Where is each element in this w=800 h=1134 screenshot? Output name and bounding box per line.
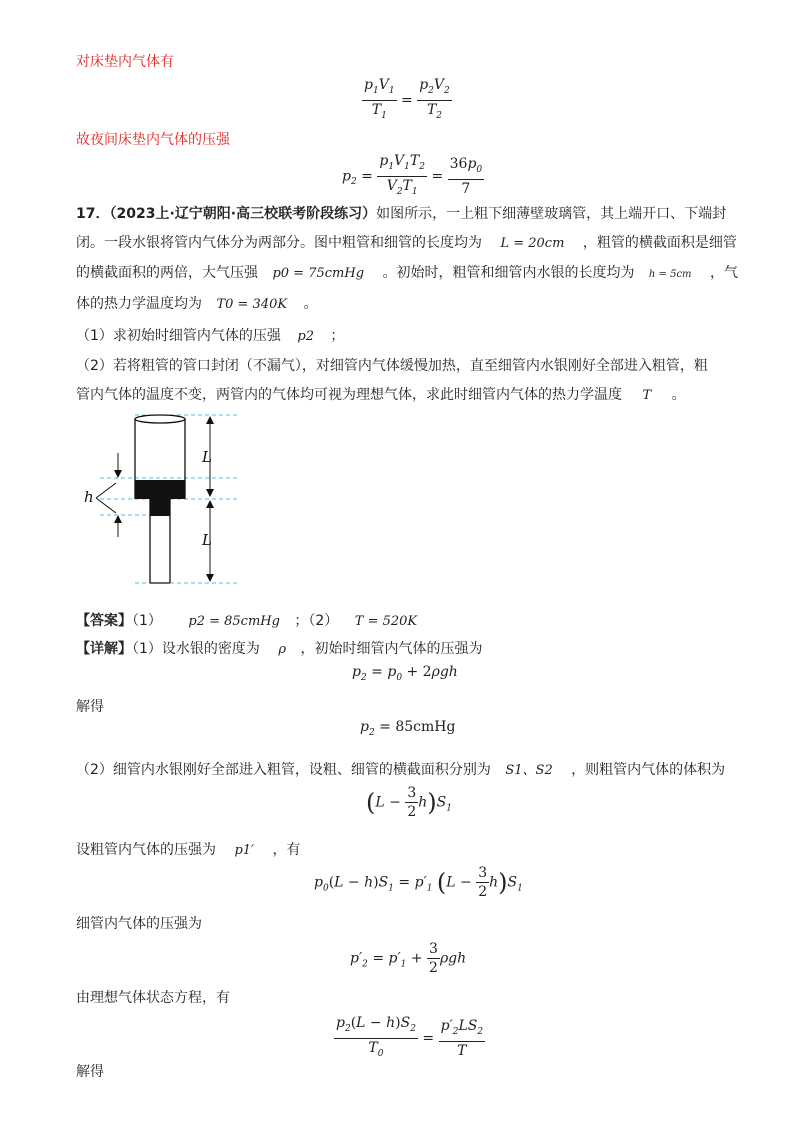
q17-text-3b: 。初始时，粗管和细管内水银的长度均为	[382, 265, 635, 281]
equation-2: $p_2$ = $\frac{p_1V_1T_2}{V_2T_1}$ = $\frac{36p_0}{7}$	[342, 153, 483, 197]
q17-text-2a: 闭。一段水银将管内气体分为两部分。图中粗管和细管的长度均为	[76, 235, 482, 251]
q17-source: （2023上·辽宁朝阳·高三校联考阶段练习）	[109, 206, 377, 222]
var-L: L = 20cm	[500, 236, 565, 251]
detail-text-2a: （2）细管内水银刚好全部进入粗管，设粗、细管的横截面积分别为	[76, 762, 491, 778]
q17-text-3a: 的横截面积的两倍，大气压强	[76, 265, 258, 281]
sub2-text: 管内气体的温度不变，两管内的气体均可视为理想气体，求此时细管内气体的热力学温度	[76, 387, 622, 403]
detail-line-5: 由理想气体状态方程，有	[76, 990, 230, 1006]
detail-line-4: 细管内气体的压强为	[76, 916, 202, 932]
sub1-text: （1）求初始时细管内气体的压强	[76, 328, 281, 344]
intro-line-2: 故夜间床垫内气体的压强	[76, 132, 230, 148]
detail-line-3	[76, 840, 300, 861]
detail-line-1	[76, 639, 482, 660]
var-rho: ρ	[278, 642, 287, 657]
q17-line-3	[76, 263, 738, 285]
equation-3: $p_2 = p_0 + 2\rho gh$	[352, 664, 458, 683]
q17-sub2-line1: （2）若将粗管的管口封闭（不漏气），对细管内气体缓慢加热，直至细管内水银刚好全部进入粗管，粗	[76, 358, 708, 374]
answer-2-value: T = 520K	[354, 614, 418, 629]
q17-text-2b: ，粗管的横截面积是细管	[582, 235, 737, 251]
q17-sub2-line2	[76, 385, 686, 406]
answer-tag: 【答案】	[76, 613, 132, 629]
q17-text-4b: 。	[303, 296, 318, 312]
equation-4: $p_2$ = 85cmHg	[360, 719, 456, 738]
equation-6: $p_0(L - h)S_1 = p'_1$ (L − $\frac{3}{2}$ $h)S_1$	[314, 865, 523, 900]
q17-text-3c: ，气	[710, 265, 738, 281]
q17-sub1	[76, 326, 344, 347]
var-T0: T0 = 340K	[216, 297, 288, 312]
var-h: h = 5cm	[648, 269, 692, 280]
q17-line-1	[76, 204, 726, 224]
q17-line-2	[76, 233, 737, 254]
var-p2: p2	[297, 329, 314, 344]
answer-1-label: （1）	[132, 613, 162, 629]
answer-1-value: p2 = 85cmHg	[188, 614, 280, 629]
var-p1prime: p1′	[234, 843, 254, 858]
equation-8: $\frac{p_2(L - h)S_2}{T_0}$ = $\frac{p'_2LS_2}{T}$	[336, 1015, 484, 1059]
detail-line-2	[76, 760, 725, 781]
answer-sep: ；（2）	[294, 613, 339, 629]
detail-jiede-2: 解得	[76, 1064, 104, 1080]
answer-line	[76, 611, 417, 632]
equation-1: $\frac{p_1V_1}{T_1}$ = $\frac{p_2V_2}{T_2}$	[364, 77, 450, 121]
q17-line-4	[76, 294, 318, 315]
detail-text-3b: ，有	[272, 842, 301, 858]
detail-text-2b: ，则粗管内气体的体积为	[571, 762, 726, 778]
detail-text-1a: （1）设水银的密度为	[132, 641, 260, 657]
label-h: h	[84, 488, 94, 506]
var-T: T	[642, 388, 652, 403]
var-p0: p0 = 75cmHg	[272, 266, 365, 281]
q17-number: 17．	[76, 206, 110, 222]
detail-text-3a: 设粗管内气体的压强为	[76, 842, 216, 858]
label-L-top: L	[202, 448, 212, 466]
sub2-end: 。	[671, 387, 686, 403]
detail-tag: 【详解】	[76, 641, 132, 657]
intro-line-1: 对床垫内气体有	[76, 54, 174, 70]
tube-diagram	[80, 405, 250, 590]
q17-text-1: 如图所示，一上粗下细薄壁玻璃管，其上端开口、下端封	[376, 206, 727, 222]
equation-5: (L − $\frac{3}{2}$ $h)S_1$	[366, 785, 452, 820]
var-S1-S2: S1、S2	[505, 763, 553, 778]
detail-text-1b: ，初始时细管内气体的压强为	[300, 641, 483, 657]
equation-7: $p'_2 = p'_1$ + $\frac{3}{2}$ ρgh	[350, 941, 467, 976]
detail-jiede-1: 解得	[76, 699, 104, 715]
label-L-bottom: L	[202, 531, 212, 549]
q17-text-4a: 体的热力学温度均为	[76, 296, 202, 312]
sub1-end: ；	[330, 328, 345, 344]
